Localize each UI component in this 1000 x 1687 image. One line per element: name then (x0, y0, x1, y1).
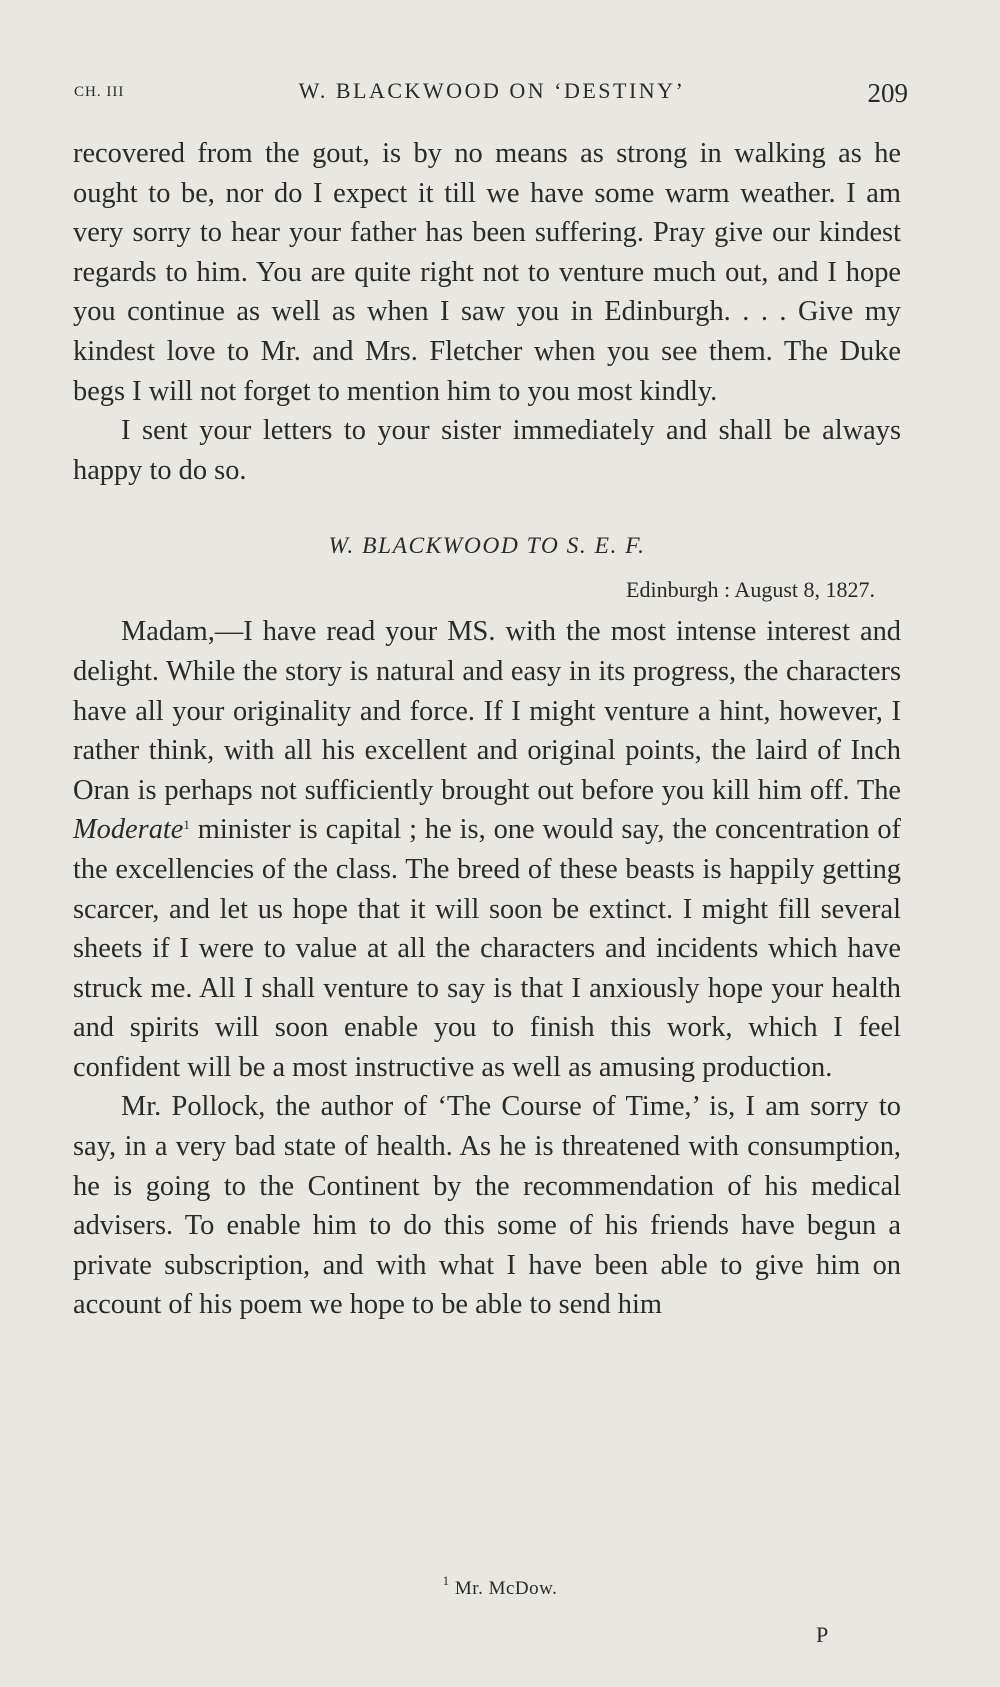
letter-dateline: Edinburgh : August 8, 1827. (626, 577, 875, 603)
paragraph-pollock: Mr. Pollock, the author of ‘The Course of Time,’ is, I am sorry to say, in a very bad state of health. As he is threatened with consumption, he is going to the Continent by the recommendation of his medical advisers. To enable him to do this some of his friends have begun a private subscription, and with what I have been able to give him on account of his poem we hope to be able to send him (73, 1091, 901, 1321)
page-body (73, 134, 901, 1325)
paragraph-madam-text-a: Madam,—I have read your MS. with the most intense interest and delight. While the story is natural and easy in its progress, the characters have all your originality and force. If I might venture a hint, however, I rather think, with all his excellent and original points, the laird of Inch Oran is perhaps not sufficiently brought out before you kill him off. The (73, 616, 901, 806)
footnote-text: Mr. McDow. (454, 1578, 558, 1599)
paragraph-madam (73, 612, 901, 1087)
signature-mark: P (816, 1622, 829, 1647)
footnote-reference: 1 (183, 817, 190, 833)
paragraph-madam-text-b: minister is capital ; he is, one would say, the concentration of the excellencies of the class. The breed of these beasts is happily getting scarcer, and let us hope that it will soon be extinct. I might fill several sheets if I were to value at all the characters and incidents which have struck me. All I shall venture to say is that I anxiously hope your health and spirits will soon enable you to finish this work, which I feel confident will be a most instructive as well as amusing production. (73, 814, 901, 1083)
moderate-italic: Moderate (73, 814, 184, 846)
footnote-mark: 1 (442, 1573, 450, 1588)
paragraph-letters-sent: I sent your letters to your sister immediately and shall be always happy to do so. (73, 415, 901, 486)
letter-heading: W. BLACKWOOD TO S. E. F. (328, 533, 646, 560)
running-title: W. BLACKWOOD ON ‘DESTINY’ (298, 78, 686, 103)
footnote (0, 1573, 1000, 1600)
page-number: 209 (867, 78, 908, 108)
chapter-label: CH. III (74, 84, 125, 100)
running-head (74, 78, 910, 108)
paragraph-continued: recovered from the gout, is by no means as strong in walking as he ought to be, nor do I expect it till we have some warm weather. I am very sorry to hear your father has been suffering. Pray give our kindest regards to him. You are quite right not to venture much out, and I hope you continue as well as when I saw you in Edinburgh. . . . Give my kindest love to Mr. and Mrs. Fletcher when you see them. The Duke begs I will not forget to mention him to you most kindly. (73, 138, 901, 407)
